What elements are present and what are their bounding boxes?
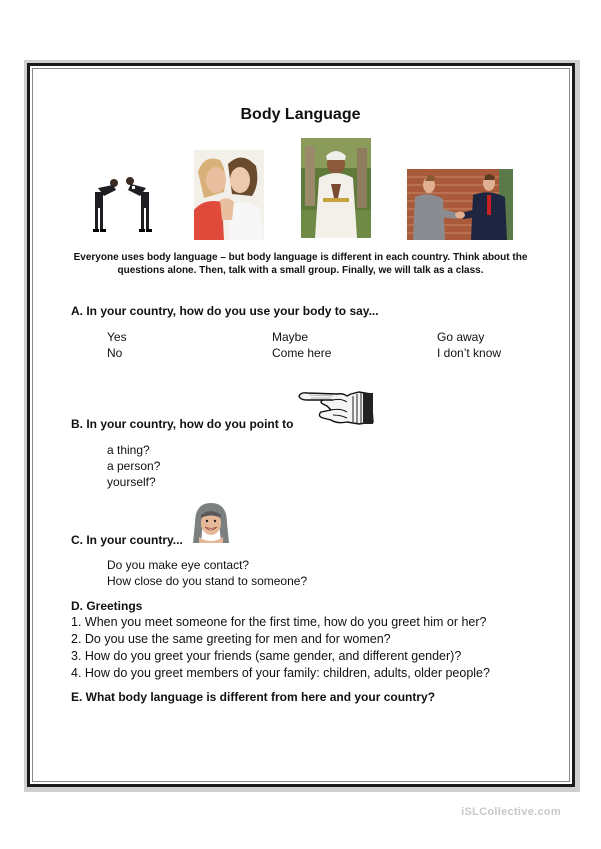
handshake-photo bbox=[407, 169, 513, 240]
site-watermark: iSLCollective.com bbox=[461, 806, 561, 818]
option-maybe: Maybe bbox=[272, 330, 309, 344]
greeting-question-3: 3. How do you greet your friends (same gender, and different gender)? bbox=[71, 649, 462, 663]
eye-contact-question: Do you make eye contact? bbox=[107, 558, 250, 572]
section-d-heading: D. Greetings bbox=[71, 599, 143, 613]
point-item-thing: a thing? bbox=[107, 443, 150, 457]
greeting-question-4: 4. How do you greet members of your family: children, adults, older people? bbox=[71, 666, 490, 680]
section-b-heading: B. In your country, how do you point to bbox=[71, 417, 294, 431]
section-a-heading: A. In your country, how do you use your body to say... bbox=[71, 304, 379, 318]
section-c-heading: C. In your country... bbox=[71, 533, 183, 547]
section-e-heading: E. What body language is different from here and your country? bbox=[71, 690, 436, 704]
bowing-photo bbox=[86, 170, 158, 236]
kissing-cheek-photo bbox=[194, 150, 264, 240]
point-item-person: a person? bbox=[107, 459, 161, 473]
stand-close-question: How close do you stand to someone? bbox=[107, 574, 308, 588]
option-go-away: Go away bbox=[437, 330, 485, 344]
greeting-question-1: 1. When you meet someone for the first time, how do you greet him or her? bbox=[71, 615, 487, 629]
page-title: Body Language bbox=[240, 106, 361, 123]
option-no: No bbox=[107, 346, 123, 360]
smiling-woman-photo bbox=[189, 501, 233, 543]
intro-text: Everyone uses body language – but body language is different in each country. Think about the questions alone. Then, talk with a small group. Finally, we will talk as a class. bbox=[73, 252, 528, 276]
point-item-yourself: yourself? bbox=[107, 475, 156, 489]
option-come-here: Come here bbox=[272, 346, 332, 360]
option-yes: Yes bbox=[107, 330, 127, 344]
option-dont-know: I don’t know bbox=[437, 346, 502, 360]
namaste-greeting-photo bbox=[301, 138, 371, 238]
greeting-question-2: 2. Do you use the same greeting for men and for women? bbox=[71, 632, 391, 646]
pointing-hand-icon bbox=[297, 388, 375, 428]
